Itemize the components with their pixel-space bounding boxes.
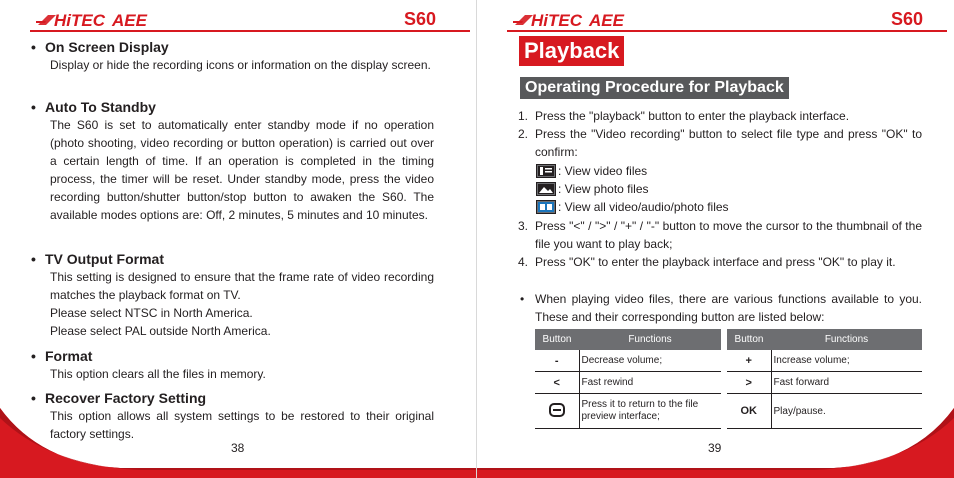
table-row: [535, 394, 721, 429]
function-cell: Decrease volume;: [579, 350, 721, 372]
brand-s60: S60: [891, 9, 924, 29]
function-cell: Fast rewind: [579, 372, 721, 394]
button-cell: >: [727, 372, 771, 394]
table-header-button: Button: [535, 329, 579, 350]
functions-table-right: [727, 329, 922, 429]
step-1: 1. Press the "playback" button to enter the playback interface.: [518, 109, 850, 123]
page-title-playback: Playback: [519, 36, 624, 66]
function-cell: Increase volume;: [771, 350, 922, 372]
function-cell: Press it to return to the file preview interface;: [579, 394, 721, 429]
all-files-icon: [536, 200, 556, 214]
table-header-button: Button: [727, 329, 771, 350]
section-title-on-screen-display: • On Screen Display: [31, 39, 169, 55]
function-cell: Play/pause.: [771, 394, 922, 429]
functions-table-left: [535, 329, 721, 429]
table-row: [727, 372, 922, 394]
header-line: [30, 30, 470, 32]
file-type-photo: : View photo files: [536, 180, 649, 198]
hitec-logo: [513, 9, 625, 31]
svg-text:AEE: AEE: [589, 11, 624, 30]
section-body-recover-factory-setting: This option allows all system settings to be restored to their original factory settings.: [50, 409, 434, 441]
table-header-functions: Functions: [771, 329, 922, 350]
table-row: [727, 394, 922, 429]
button-cell: <: [535, 372, 579, 394]
section-body-auto-to-standby: The S60 is set to automatically enter standby mode if no operation (photo shooting, video recording or button operation) is carried out over a certain length of time. If an operation is completed in the timing process, the timer will be reset. Under standby mode, press the video recording button/shutter button/stop button to awaken the S60. The available modes options are: Off, 2 minutes, 5 minutes and 10 minutes.: [50, 118, 434, 222]
section-title-recover-factory-setting: • Recover Factory Setting: [31, 390, 207, 406]
page-number-left: 38: [231, 441, 245, 455]
brand-s60: S60: [404, 9, 437, 29]
section-body-tv-output-format: This setting is designed to ensure that the frame rate of video recording matches the playback format on TV. Please select NTSC in North America. Please select PAL outside North America.: [50, 270, 434, 338]
header-swoosh: [0, 0, 60, 40]
section-title-format: • Format: [31, 348, 93, 364]
step-2: 2. Press the "Video recording" button to select file type and press "OK" to confirm:: [518, 127, 922, 159]
table-row: [727, 350, 922, 372]
video-file-icon: [536, 164, 556, 178]
function-cell: Fast forward: [771, 372, 922, 394]
button-cell: -: [535, 350, 579, 372]
button-cell: +: [727, 350, 771, 372]
svg-text:AEE: AEE: [112, 11, 147, 30]
section-title-tv-output-format: • TV Output Format: [31, 251, 164, 267]
section-body-on-screen-display: Display or hide the recording icons or information on the display screen.: [50, 58, 431, 72]
file-type-video: : View video files: [536, 162, 647, 180]
button-cell: OK: [727, 394, 771, 429]
section-title-operating-procedure: Operating Procedure for Playback: [520, 77, 789, 99]
table-header-functions: Functions: [579, 329, 721, 350]
button-cell: [535, 394, 579, 429]
footer-swoosh-left: [0, 408, 477, 478]
step-bullet: • When playing video files, there are various functions available to you. These and their corresponding button are listed below:: [520, 292, 922, 324]
return-button-icon: [549, 403, 565, 417]
page-number-right: 39: [708, 441, 722, 455]
section-title-auto-to-standby: • Auto To Standby: [31, 99, 156, 115]
svg-text:HiTEC: HiTEC: [531, 11, 582, 30]
header-line: [507, 30, 947, 32]
photo-file-icon: [536, 182, 556, 196]
file-type-all: : View all video/audio/photo files: [536, 198, 729, 216]
section-body-format: This option clears all the files in memory.: [50, 367, 266, 381]
logo-text: HiTEC: [54, 11, 105, 30]
table-row: [535, 372, 721, 394]
step-4: 4. Press "OK" to enter the playback interface and press "OK" to play it.: [518, 255, 896, 269]
table-row: [535, 350, 721, 372]
step-3: 3. Press "<" / ">" / "+" / "-" button to move the cursor to the thumbnail of the file you want to play back;: [518, 219, 922, 251]
